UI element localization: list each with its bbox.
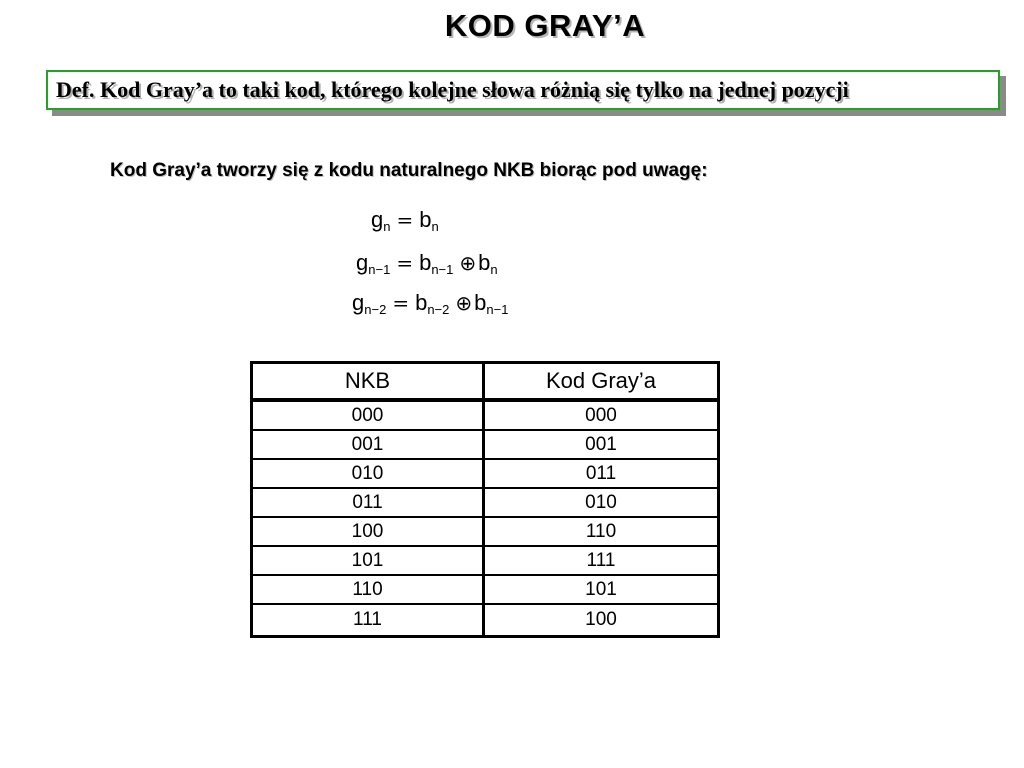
formula-1-term1: b xyxy=(419,207,432,232)
formula-3-term1: b xyxy=(415,290,428,315)
formula-1 xyxy=(371,209,439,233)
formula-2-equals: = xyxy=(396,251,414,275)
formula-3-term1-sub: n−2 xyxy=(427,302,450,317)
cell-nkb: 111 xyxy=(253,605,485,635)
formula-2-term1: b xyxy=(419,250,432,275)
table-row xyxy=(253,576,717,605)
table-row xyxy=(253,402,717,431)
formula-2-term2-sub: n xyxy=(490,262,498,277)
cell-gray: 000 xyxy=(585,404,617,426)
formula-3-term2: b xyxy=(474,290,487,315)
definition-box xyxy=(46,70,1000,110)
table-row xyxy=(253,431,717,460)
formula-3 xyxy=(352,292,508,316)
table-row xyxy=(253,460,717,489)
formula-3-equals: = xyxy=(392,291,410,315)
table-header xyxy=(253,364,717,402)
xor-icon: ⊕ xyxy=(455,291,473,315)
cell-nkb: 000 xyxy=(253,402,485,429)
formula-1-equals: = xyxy=(396,208,414,232)
definition-text: Def. Kod Gray’a to taki kod, którego kolejne słowa różnią się tylko na jednej pozycji xyxy=(56,77,849,102)
slide-title: KOD GRAY’A xyxy=(444,8,646,43)
cell-nkb: 011 xyxy=(253,489,485,516)
table-row xyxy=(253,547,717,576)
header-nkb: NKB xyxy=(253,364,485,398)
cell-gray: 001 xyxy=(585,433,617,455)
header-gray: Kod Gray’a xyxy=(545,368,657,393)
formula-1-lhs-sub: n xyxy=(383,219,391,234)
subtitle: Kod Gray’a tworzy się z kodu naturalnego NKB biorąc pod uwagę: xyxy=(110,160,708,181)
cell-nkb: 001 xyxy=(253,431,485,458)
cell-gray: 011 xyxy=(585,462,617,484)
formula-2 xyxy=(356,252,498,276)
cell-nkb: 110 xyxy=(253,576,485,603)
gray-code-table xyxy=(250,361,720,638)
formula-2-lhs-sub: n−1 xyxy=(368,262,391,277)
cell-nkb: 100 xyxy=(253,518,485,545)
cell-nkb: 101 xyxy=(253,547,485,574)
cell-gray: 100 xyxy=(585,609,617,630)
cell-gray: 101 xyxy=(585,578,617,600)
cell-nkb: 010 xyxy=(253,460,485,487)
formula-3-term2-sub: n−1 xyxy=(486,302,509,317)
table-row xyxy=(253,605,717,635)
table-row xyxy=(253,489,717,518)
formula-1-term1-sub: n xyxy=(431,219,439,234)
cell-gray: 010 xyxy=(585,491,617,513)
formula-3-lhs-sub: n−2 xyxy=(364,302,387,317)
table-row xyxy=(253,518,717,547)
xor-icon: ⊕ xyxy=(459,251,477,275)
formula-1-lhs: g xyxy=(371,207,384,232)
cell-gray: 110 xyxy=(585,520,617,542)
cell-gray: 111 xyxy=(586,549,616,571)
formula-2-term2: b xyxy=(478,250,491,275)
formula-2-term1-sub: n−1 xyxy=(431,262,454,277)
formula-2-lhs: g xyxy=(356,250,369,275)
definition-frame xyxy=(46,70,1000,110)
formula-3-lhs: g xyxy=(352,290,365,315)
